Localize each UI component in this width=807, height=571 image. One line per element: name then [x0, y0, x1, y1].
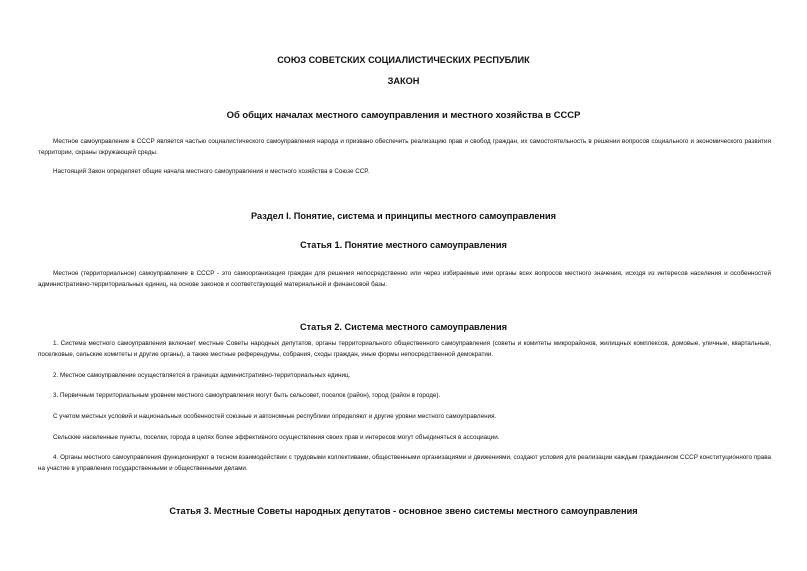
- article-2-paragraph-1: 1. Система местного самоуправления включает местные Советы народных депутатов, органы территориального общественного самоуправления (советы и комитеты микрорайонов, жилищных комплексов, домовые, уличные, квартальные, поселковые, сельские комитеты и другие органы), а также местные референдумы, собрания, сходы граждан, иные формы непосредственной демократии.: [38, 340, 771, 358]
- article-2-paragraph-5: Сельские населенные пункты, поселки, города в целях более эффективного осуществления своих прав и интересов могут объединяться в ассоциации.: [53, 434, 500, 441]
- section-1-title: Раздел I. Понятие, система и принципы местного самоуправления: [251, 211, 556, 221]
- law-title: Об общих началах местного самоуправления и местного хозяйства в СССР: [226, 109, 581, 120]
- article-2-paragraph-2: 2. Местное самоуправление осуществляется в границах административно-территориальных единиц.: [53, 372, 351, 379]
- preamble-paragraph-2: Настоящий Закон определяет общие начала местного самоуправления и местного хозяйства в Союзе ССР.: [53, 168, 370, 175]
- article-2-paragraph-3: 3. Первичным территориальным уровнем местного самоуправления могут быть сельсовет, поселок (район), город (район в городе).: [53, 392, 441, 399]
- article-1-paragraph-1: Местное (территориальное) самоуправление в СССР - это самоорганизация граждан для решения непосредственно или через избираемые ими органы всех вопросов местного значения, исходя из интересов населения и особенностей административно-территориальных единиц, на основе законов и соответствующей материальной и финансовой базы.: [38, 270, 771, 288]
- law-heading: ЗАКОН: [387, 76, 420, 86]
- preamble-paragraph-1: Местное самоуправление в СССР является частью социалистического самоуправления народа и призвано обеспечить реализацию прав и свобод граждан, их самостоятельность в решении вопросов социального и экономического развития территории, охраны окружающей среды.: [38, 138, 771, 156]
- article-2-paragraph-4: С учетом местных условий и национальных особенностей союзные и автономные республики определяют и другие уровни местного самоуправления.: [53, 413, 497, 420]
- article-2-title: Статья 2. Система местного самоуправления: [300, 322, 507, 332]
- article-1-title: Статья 1. Понятие местного самоуправления: [300, 240, 507, 250]
- union-heading: СОЮЗ СОВЕТСКИХ СОЦИАЛИСТИЧЕСКИХ РЕСПУБЛИК: [277, 55, 530, 65]
- article-3-title: Статья 3. Местные Советы народных депутатов - основное звено системы местного самоуправления: [169, 506, 638, 516]
- article-2-paragraph-6: 4. Органы местного самоуправления функционируют в тесном взаимодействии с трудовыми коллективами, общественными организациями и движениями, создают условия для реализации каждым гражданином СССР конституционного права на участие в управлении государственными и общественными делами.: [38, 454, 771, 472]
